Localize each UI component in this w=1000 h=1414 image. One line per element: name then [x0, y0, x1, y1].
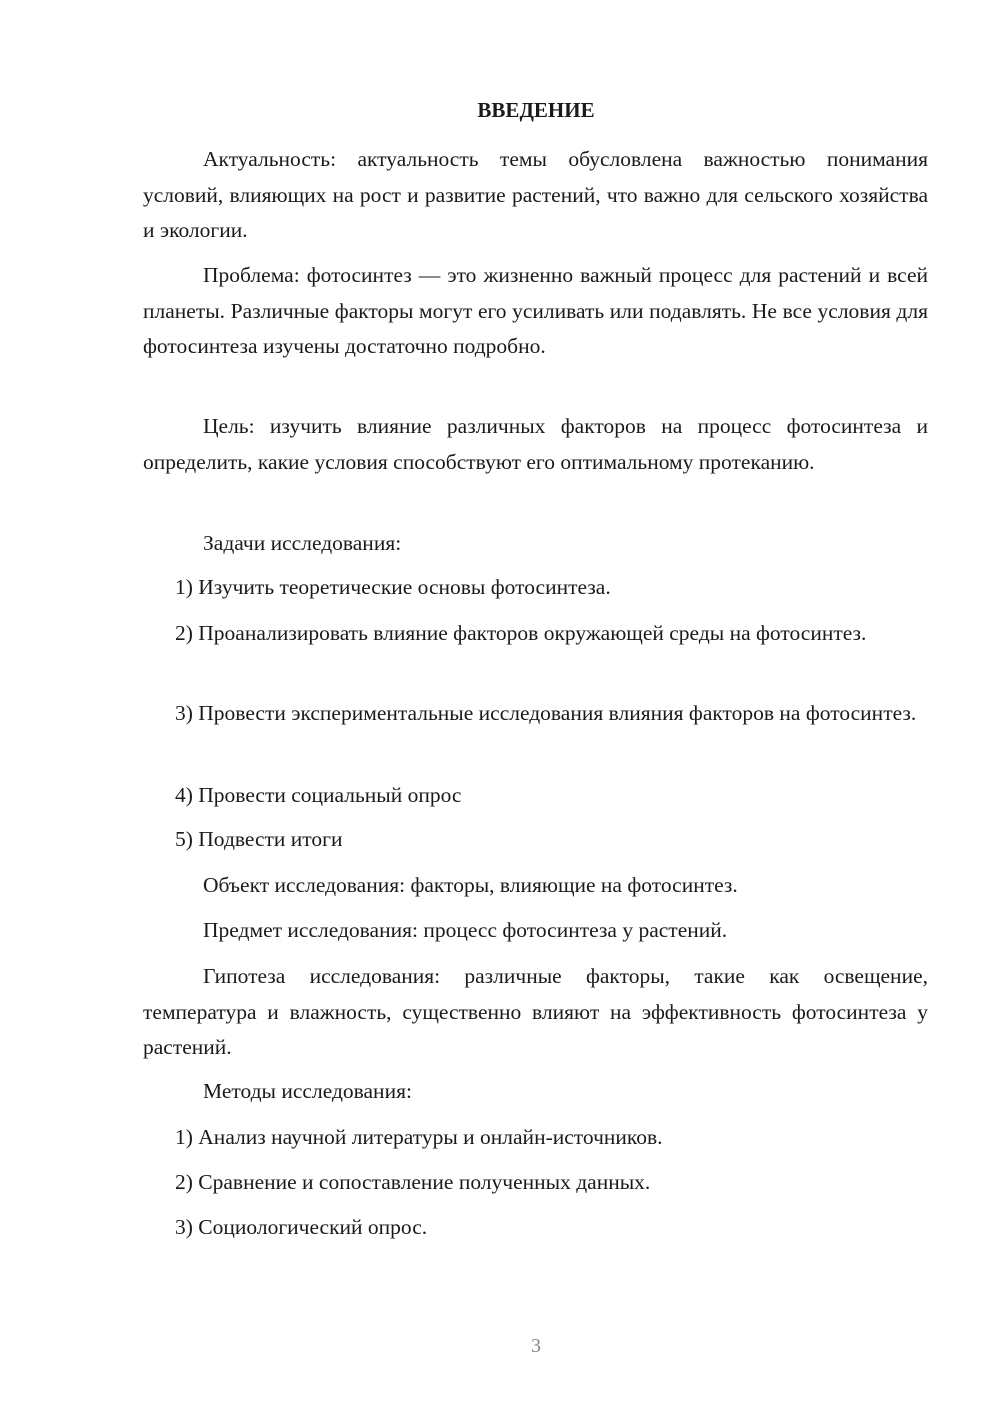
method-item-1: 1) Анализ научной литературы и онлайн-источников. [175, 1125, 663, 1149]
task-item-3: 3) Провести экспериментальные исследования влияния факторов на фотосинтез. [175, 701, 917, 725]
page-title: ВВЕДЕНИЕ [477, 98, 595, 122]
subject-paragraph: Предмет исследования: процесс фотосинтеза у растений. [203, 918, 728, 942]
goal-paragraph: Цель: изучить влияние различных факторов на процесс фотосинтеза и определить, какие условия способствуют его оптимальному протеканию. [143, 414, 928, 474]
task-item-2: 2) Проанализировать влияние факторов окружающей среды на фотосинтез. [175, 621, 867, 645]
hypothesis-paragraph: Гипотеза исследования: различные факторы, такие как освещение, температура и влажность, существенно влияют на эффективность фотосинтеза у растений. [143, 964, 928, 1059]
task-item-5: 5) Подвести итоги [175, 827, 343, 851]
methods-heading: Методы исследования: [203, 1079, 412, 1103]
page-number: 3 [531, 1335, 541, 1357]
problem-paragraph: Проблема: фотосинтез — это жизненно важный процесс для растений и всей планеты. Различные факторы могут его усиливать или подавлять. Не все условия для фотосинтеза изучены достаточно подробно. [143, 263, 928, 358]
method-item-3: 3) Социологический опрос. [175, 1215, 428, 1239]
relevance-paragraph: Актуальность: актуальность темы обусловлена важностью понимания условий, влияющих на рост и развитие растений, что важно для сельского хозяйства и экологии. [143, 147, 928, 242]
object-paragraph: Объект исследования: факторы, влияющие на фотосинтез. [203, 873, 738, 897]
task-item-1: 1) Изучить теоретические основы фотосинтеза. [175, 575, 611, 599]
tasks-heading: Задачи исследования: [203, 531, 402, 555]
method-item-2: 2) Сравнение и сопоставление полученных данных. [175, 1170, 651, 1194]
task-item-4: 4) Провести социальный опрос [175, 783, 462, 807]
